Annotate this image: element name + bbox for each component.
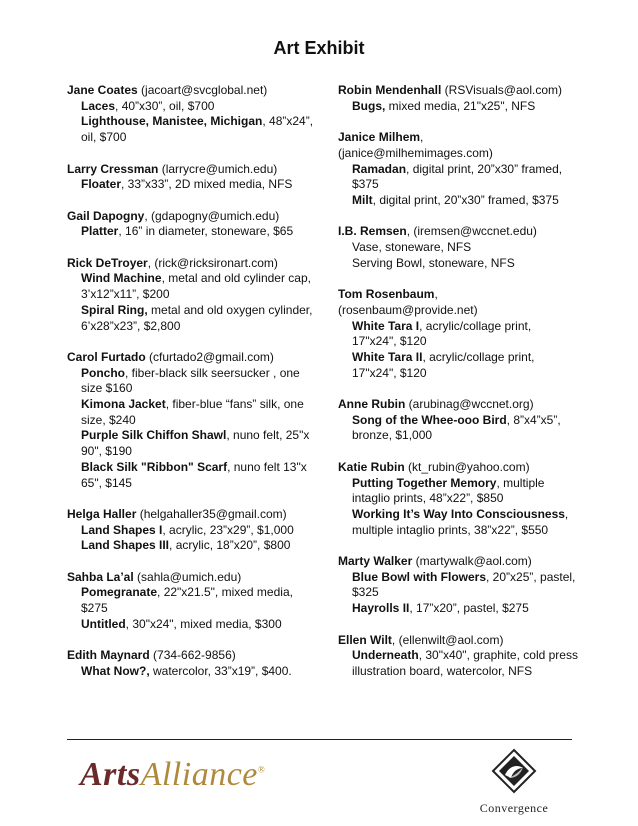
logo-alliance-text: Alliance	[140, 756, 258, 793]
artwork-item	[67, 99, 317, 115]
artwork-item	[338, 413, 578, 444]
artwork-details: , acrylic, 18”x20”, $800	[169, 538, 291, 553]
artwork-title: Floater	[81, 177, 122, 192]
artist-entry	[67, 162, 317, 193]
artist-name: Gail Dapogny	[67, 208, 145, 223]
artist-contact: (kt_rubin@yahoo.com)	[404, 459, 530, 474]
artist-name: Marty Walker	[338, 554, 413, 568]
artist-entry	[338, 287, 578, 381]
artist-header	[338, 130, 578, 161]
artwork-details: , acrylic/collage print, 17"x24", $120	[352, 318, 532, 349]
artwork-details: , 48”x24”, oil, $700	[81, 114, 314, 145]
artist-contact: (larrycre@umich.edu)	[158, 161, 278, 176]
artwork-details: , 30"x24", mixed media, $300	[125, 616, 282, 631]
artist-entry	[67, 570, 317, 633]
artwork-title: White Tara I	[352, 318, 420, 333]
artwork-item	[338, 256, 578, 272]
artwork-details: , fiber-blue “fans” silk, one size, $240	[81, 397, 304, 427]
artwork-item	[67, 397, 317, 428]
artwork-title: Blue Bowl with Flowers	[352, 569, 487, 584]
artwork-details: , 20”x25”, pastel, $325	[352, 569, 576, 600]
artist-contact: (helgahaller35@gmail.com)	[136, 506, 287, 521]
artwork-details: , nuno felt 13"x 65", $145	[81, 459, 307, 490]
artist-entry	[67, 209, 317, 240]
artwork-title: Lighthouse, Manistee, Michigan	[81, 114, 263, 129]
artist-name: Robin Mendenhall	[338, 83, 442, 97]
artwork-details: , acrylic/collage print, 17"x24", $120	[352, 349, 535, 380]
artist-contact: (jacoart@svcglobal.net)	[137, 83, 268, 97]
artwork-title: Pomegranate	[81, 585, 158, 600]
artist-name: I.B. Remsen	[338, 224, 407, 239]
artwork-title: Platter	[81, 224, 119, 239]
artwork-item	[338, 240, 578, 256]
arts-alliance-logo	[80, 756, 265, 794]
logo-registered-mark: ®	[257, 764, 266, 775]
artist-name: Carol Furtado	[67, 349, 146, 364]
artwork-item	[67, 224, 317, 240]
artwork-title: Vase, stoneware, NFS	[352, 240, 472, 254]
artwork-details: , digital print, 20”x30” framed, $375	[352, 161, 563, 192]
artwork-title: Milt	[352, 192, 373, 207]
artwork-details: , multiple intaglio prints, 48”x22”, $850	[352, 475, 545, 506]
artist-header	[338, 287, 578, 318]
artist-contact: (arubinag@wccnet.org)	[405, 397, 534, 411]
artwork-item	[67, 366, 317, 397]
artist-entry	[338, 397, 578, 444]
artist-contact: , (gdapogny@umich.edu)	[144, 208, 280, 223]
artist-contact: , (janice@milhemimages.com)	[338, 130, 493, 160]
artist-name: Janice Milhem	[338, 130, 421, 145]
artist-header	[67, 256, 317, 272]
artwork-item	[338, 193, 578, 209]
artist-contact: (734-662-9856)	[149, 648, 236, 663]
artwork-title: Land Shapes III	[81, 538, 170, 553]
artwork-item	[338, 507, 578, 538]
artwork-details: , fiber-black silk seersucker , one size $160	[81, 365, 300, 396]
artwork-title: Land Shapes I	[81, 522, 163, 537]
artist-contact: , (iremsen@wccnet.edu)	[406, 224, 537, 239]
artist-header	[338, 460, 578, 476]
artist-name: Edith Maynard	[67, 648, 150, 663]
artist-header	[338, 83, 578, 99]
artwork-item	[67, 538, 317, 554]
artist-header	[67, 570, 317, 586]
artist-name: Katie Rubin	[338, 459, 405, 474]
artwork-item	[338, 476, 578, 507]
artist-header	[67, 162, 317, 178]
right-column	[338, 83, 578, 695]
artwork-details: , 17”x20”, pastel, $275	[409, 601, 529, 616]
artwork-title: Putting Together Memory	[352, 475, 497, 490]
artwork-item	[338, 99, 578, 115]
artist-contact: (martywalk@aol.com)	[412, 554, 532, 568]
artist-contact: , (rick@ricksironart.com)	[147, 255, 278, 270]
artwork-item	[67, 585, 317, 616]
artwork-item	[67, 114, 317, 145]
artwork-details: , 30"x40", graphite, cold press illustration board, watercolor, NFS	[352, 648, 578, 678]
convergence-logo	[474, 748, 554, 816]
artist-entry	[338, 633, 578, 680]
artist-contact: (sahla@umich.edu)	[133, 569, 242, 584]
artwork-title: Spiral Ring,	[81, 302, 148, 317]
artist-contact: , (ellenwilt@aol.com)	[391, 632, 504, 647]
artwork-title: Laces	[81, 98, 116, 113]
artwork-title: Song of the Whee-ooo Bird	[352, 412, 507, 427]
logo-convergence-text: Convergence	[479, 801, 549, 815]
artist-entry	[67, 350, 317, 491]
artist-name: Ellen Wilt	[338, 632, 392, 647]
artwork-details: , metal and old cylinder cap, 3’x12”x11”, $200	[81, 271, 311, 302]
artist-contact: (RSVisuals@aol.com)	[441, 83, 563, 97]
artwork-title: Underneath	[352, 648, 419, 663]
artist-contact: , (rosenbaum@provide.net)	[338, 287, 478, 317]
artwork-item	[67, 617, 317, 633]
artist-name: Larry Cressman	[67, 161, 159, 176]
artist-entry	[338, 83, 578, 114]
artwork-title: Working It’s Way Into Consciousness	[352, 506, 565, 521]
artwork-details: , nuno felt, 25"x 90", $190	[81, 428, 310, 459]
artist-header	[338, 224, 578, 240]
artwork-title: Serving Bowl, stoneware, NFS	[352, 255, 515, 270]
artist-contact: (cfurtado2@gmail.com)	[145, 349, 274, 364]
artwork-details: metal and old oxygen cylinder, 6’x28”x23”, $2,800	[81, 302, 313, 333]
artwork-details: , 40”x30”, oil, $700	[115, 98, 215, 113]
page-title: Art Exhibit	[273, 38, 365, 58]
artwork-title: Purple Silk Chiffon Shawl	[81, 428, 227, 443]
footer-divider	[67, 739, 572, 740]
artwork-details: mixed media, 21"x25", NFS	[385, 98, 536, 113]
artwork-title: Kimona Jacket	[81, 397, 166, 411]
artwork-details: watercolor, 33”x19”, $400.	[149, 663, 292, 678]
artwork-details: , 8”x4”x5”, bronze, $1,000	[352, 412, 561, 443]
artwork-title: Black Silk "Ribbon" Scarf	[81, 459, 228, 474]
artist-name: Tom Rosenbaum	[338, 287, 435, 302]
artwork-item	[67, 664, 317, 680]
artwork-details: , multiple intaglio prints, 38”x22”, $550	[352, 506, 569, 537]
artist-name: Sahba La’al	[67, 569, 134, 584]
artist-entry	[338, 460, 578, 539]
artwork-title: White Tara II	[352, 349, 423, 364]
artist-name: Helga Haller	[67, 506, 137, 521]
artist-name: Rick DeTroyer	[67, 255, 148, 270]
artwork-item	[67, 177, 317, 193]
artwork-details: , digital print, 20”x30” framed, $375	[372, 192, 559, 207]
artist-header	[67, 648, 317, 664]
artist-entry	[67, 648, 317, 679]
artwork-details: , acrylic, 23”x29”, $1,000	[162, 522, 294, 537]
artist-header	[67, 209, 317, 225]
artist-entry	[67, 83, 317, 146]
artwork-item	[67, 460, 317, 491]
artwork-title: Hayrolls II	[352, 601, 410, 616]
artwork-item	[338, 162, 578, 193]
artwork-details: , 22"x21.5", mixed media, $275	[81, 585, 293, 616]
artwork-title: Ramadan	[352, 161, 407, 176]
artwork-item	[338, 648, 578, 679]
artwork-title: Untitled	[81, 616, 126, 631]
artwork-title: What Now?,	[81, 663, 150, 678]
artist-entry	[67, 507, 317, 554]
artist-entry	[67, 256, 317, 335]
artist-name: Jane Coates	[67, 83, 138, 97]
artist-header	[67, 350, 317, 366]
artist-entry	[338, 224, 578, 271]
artwork-details: , 33”x33”, 2D mixed media, NFS	[121, 177, 293, 192]
artwork-item	[67, 271, 317, 302]
artwork-details: , 16” in diameter, stoneware, $65	[118, 224, 294, 239]
artist-header	[67, 507, 317, 523]
artist-entry	[338, 554, 578, 617]
artist-entry	[338, 130, 578, 209]
artwork-item	[338, 319, 578, 350]
logo-arts-text: Arts	[80, 756, 141, 793]
artwork-title: Bugs,	[352, 98, 386, 113]
artist-header	[338, 397, 578, 413]
artwork-item	[67, 303, 317, 334]
convergence-diamond-icon	[491, 748, 537, 794]
artwork-item	[338, 350, 578, 381]
artist-header	[338, 633, 578, 649]
artwork-item	[67, 428, 317, 459]
artist-name: Anne Rubin	[338, 397, 406, 411]
artist-header	[67, 83, 317, 99]
artist-header	[338, 554, 578, 570]
artwork-item	[67, 523, 317, 539]
artwork-item	[338, 601, 578, 617]
left-column	[67, 83, 317, 695]
artwork-title: Poncho	[81, 365, 125, 380]
artwork-item	[338, 570, 578, 601]
artwork-title: Wind Machine	[81, 271, 162, 286]
